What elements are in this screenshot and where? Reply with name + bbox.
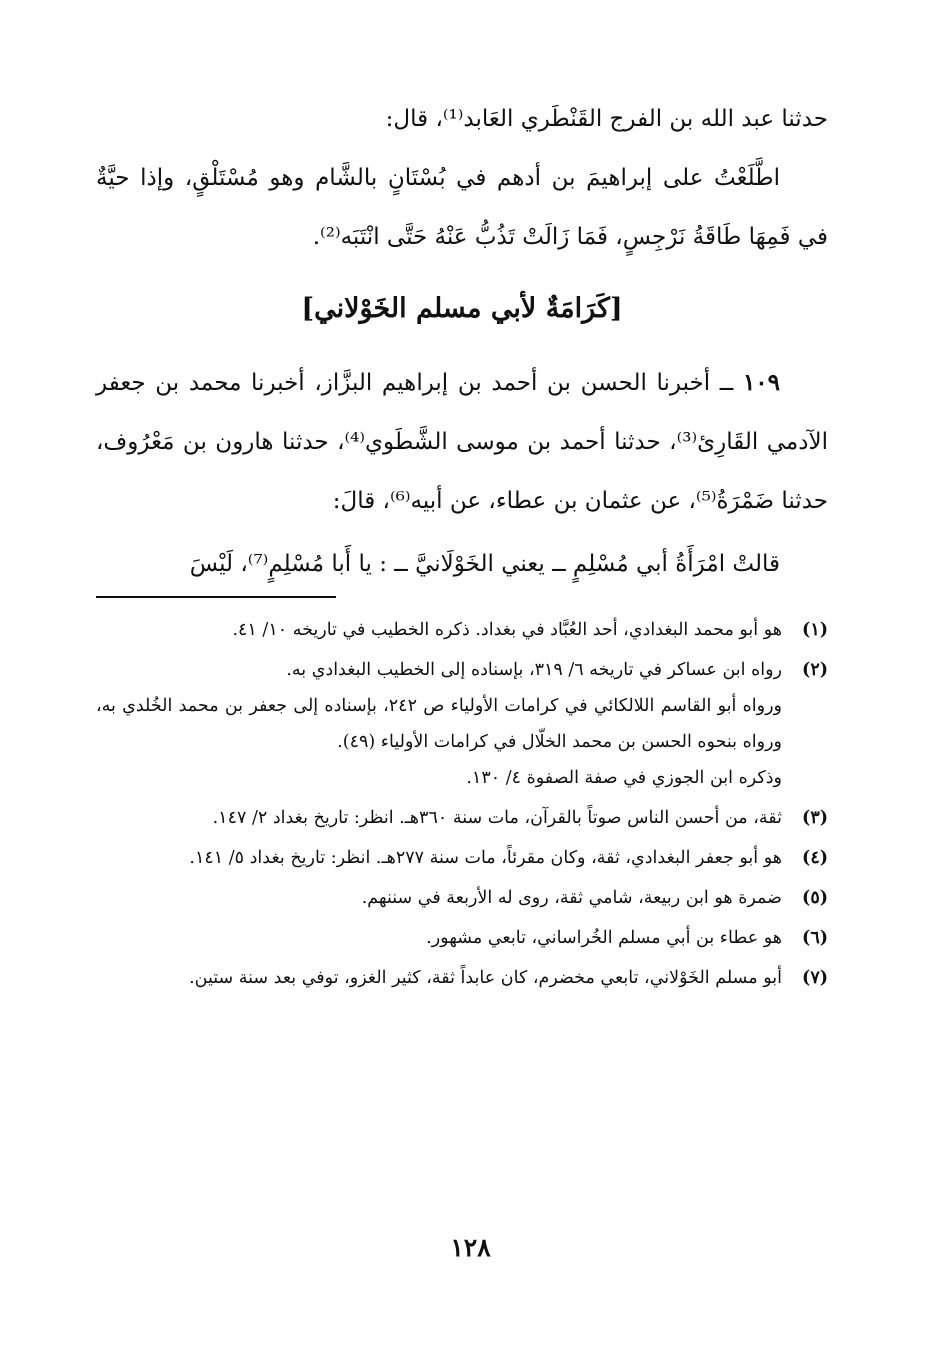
footnote-mark: (٣): [802, 808, 828, 828]
paragraph-109: [96, 353, 828, 531]
footnote-text: هو أبو محمد البغدادي، أحد العُبَّاد في بغداد. ذكره الخطيب في تاريخه ١٠/ ٤١.: [232, 620, 782, 640]
footnote-mark: (٤): [802, 848, 828, 868]
footnote-mark: (٧): [802, 968, 828, 988]
footnote-1: [96, 612, 828, 648]
footnote-text: هو عطاء بن أبي مسلم الخُراساني، تابعي مشهور.: [426, 928, 782, 948]
footnote-2: [96, 652, 828, 796]
footnote-divider: [96, 596, 336, 598]
footnote-mark: (١): [802, 620, 828, 640]
paragraph-109-text: ــ أخبرنا الحسن بن أحمد بن إبراهيم البزَّاز، أخبرنا محمد بن جعفر الآدمي القَارِئ⁽³⁾، حدثنا أحمد بن موسى الشَّطَوي⁽⁴⁾، حدثنا هارون بن مَعْرُوف، حدثنا ضَمْرَةُ⁽⁵⁾، عن عثمان بن عطاء، عن أبيه⁽⁶⁾، قالَ:: [96, 370, 828, 514]
footnote-text: وذكره ابن الجوزي في صفة الصفوة ٤/ ١٣٠.: [466, 768, 782, 788]
main-text: [96, 90, 828, 594]
footnote-3: [96, 800, 828, 836]
footnote-text: أبو مسلم الخَوْلاني، تابعي مخضرم، كان عابداً ثقة، كثير الغزو، توفي بعد سنة ستين.: [189, 968, 782, 988]
footnotes: [96, 612, 828, 996]
footnote-text: ورواه أبو القاسم اللالكائي في كرامات الأولياء ص ٢٤٢، بإسناده إلى جعفر بن محمد الخُلدي به، ورواه بنحوه الحسن بن محمد الخلّال في كرامات الأولياء (٤٩).: [96, 696, 783, 752]
section-heading: [كَرَامَةٌ لأبي مسلم الخَوْلاني]: [301, 293, 623, 324]
paragraph-wife: قالتْ امْرَأَةُ أبي مُسْلِمٍ ــ يعني الخَوْلَانيَّ ــ : يا أَبا مُسْلِمٍ⁽⁷⁾، لَيْسَ: [189, 551, 780, 577]
paragraph-number: ١٠٩: [742, 369, 781, 396]
footnote-text: ثقة، من أحسن الناس صوتاً بالقرآن، مات سنة ٣٦٠هـ. انظر: تاريخ بغداد ٢/ ١٤٧.: [212, 808, 782, 828]
footnote-4: [96, 840, 828, 876]
page-content: [96, 90, 828, 1000]
paragraph-ibrahim: اطَّلَعْتُ على إبراهيمَ بن أدهم في بُسْتَانٍ بالشَّام وهو مُسْتَلْقٍ، وإذا حيَّةٌ في فَمِهَا طَاقَةُ نَرْجِسٍ، فَمَا زَالَتْ تَذُبُّ عَنْهُ حَتَّى انْتَبَه⁽²⁾.: [96, 165, 828, 250]
footnote-7: [96, 960, 828, 996]
footnote-text: ضمرة هو ابن ربيعة، شامي ثقة، روى له الأربعة في سننهم.: [361, 888, 782, 908]
footnote-mark: (٦): [802, 928, 828, 948]
footnote-text: رواه ابن عساكر في تاريخه ٦/ ٣١٩، بإسناده إلى الخطيب البغدادي به.: [286, 660, 782, 680]
page-number: ١٢٨: [450, 1233, 491, 1262]
footnote-5: [96, 880, 828, 916]
footnote-6: [96, 920, 828, 956]
footnote-text: هو أبو جعفر البغدادي، ثقة، وكان مقرئاً، مات سنة ٢٧٧هـ. انظر: تاريخ بغداد ٥/ ١٤١.: [189, 848, 782, 868]
footnote-mark: (٥): [802, 888, 828, 908]
footnote-mark: (٢): [802, 660, 828, 680]
intro-line: حدثنا عبد الله بن الفرج القَنْطَري العَابد⁽¹⁾، قال:: [385, 106, 828, 132]
